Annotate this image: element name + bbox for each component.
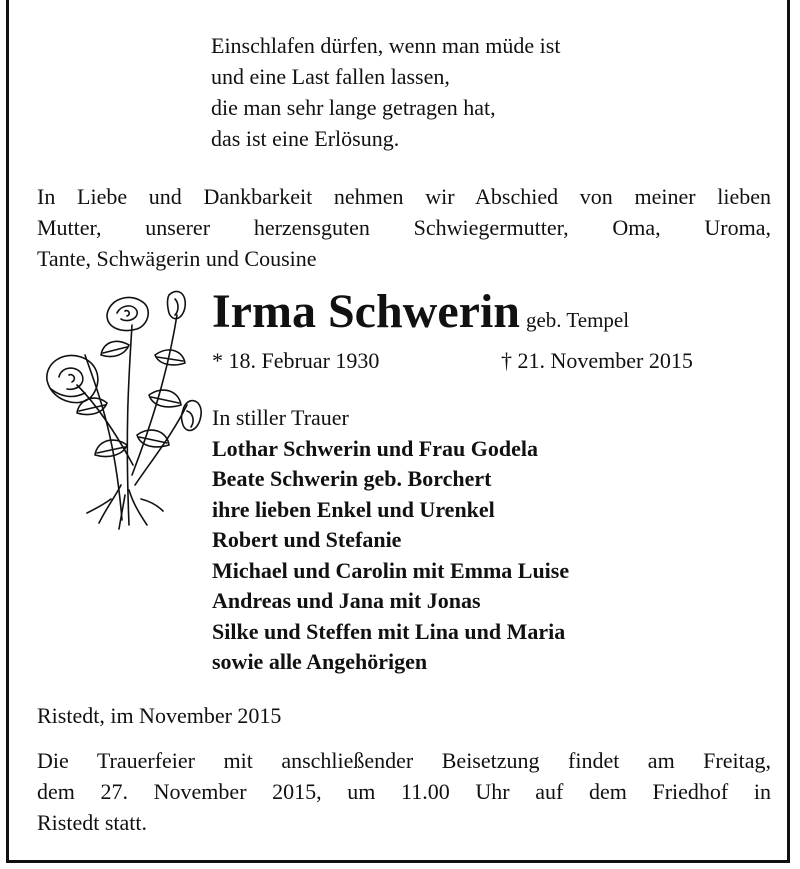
poem <box>211 30 560 154</box>
mourners-heading: In stiller Trauer <box>212 405 349 430</box>
obituary-notice <box>6 0 790 863</box>
birth-date: * 18. Februar 1930 <box>212 348 380 373</box>
poem-line: die man sehr lange getragen hat, <box>211 95 496 120</box>
funeral-line: Ristedt statt. <box>37 810 147 835</box>
mourner-line: Robert und Stefanie <box>212 527 402 552</box>
mourner-line: Andreas und Jana mit Jonas <box>212 588 481 613</box>
poem-line: Einschlafen dürfen, wenn man müde ist <box>211 33 561 58</box>
mourner-line: ihre lieben Enkel und Urenkel <box>212 496 495 522</box>
poem-line: und eine Last fallen lassen, <box>211 64 450 89</box>
mourner-line: Lothar Schwerin und Frau Godela <box>212 435 538 461</box>
funeral-line: Die Trauerfeier mit anschließender Beisetzung findet am Freitag, <box>37 748 771 773</box>
intro-text <box>37 181 771 274</box>
intro-line: Mutter, unserer herzensguten Schwiegermutter, Oma, Uroma, <box>37 215 771 240</box>
mourner-line: Michael und Carolin mit Emma Luise <box>212 557 570 583</box>
mourner-line: sowie alle Angehörigen <box>212 649 428 674</box>
mourner-line: Silke und Steffen mit Lina und Maria <box>212 618 566 644</box>
mourner-line: Beate Schwerin geb. Borchert <box>212 466 492 491</box>
maiden-name: geb. Tempel <box>525 308 630 332</box>
deceased-name-text: Irma Schwerin <box>212 285 520 338</box>
intro-line: Tante, Schwägerin und Cousine <box>37 246 317 271</box>
funeral-line: dem 27. November 2015, um 11.00 Uhr auf dem Friedhof in <box>37 779 771 804</box>
poem-line: das ist eine Erlösung. <box>211 126 400 151</box>
intro-line: In Liebe und Dankbarkeit nehmen wir Abschied von meiner lieben <box>37 184 771 209</box>
deceased-name <box>212 286 629 346</box>
funeral-info <box>37 745 771 838</box>
mourners-block <box>212 402 569 677</box>
place-date: Ristedt, im November 2015 <box>37 703 282 728</box>
rose-drawing-icon <box>37 285 207 535</box>
death-date: † 21. November 2015 <box>501 348 693 373</box>
